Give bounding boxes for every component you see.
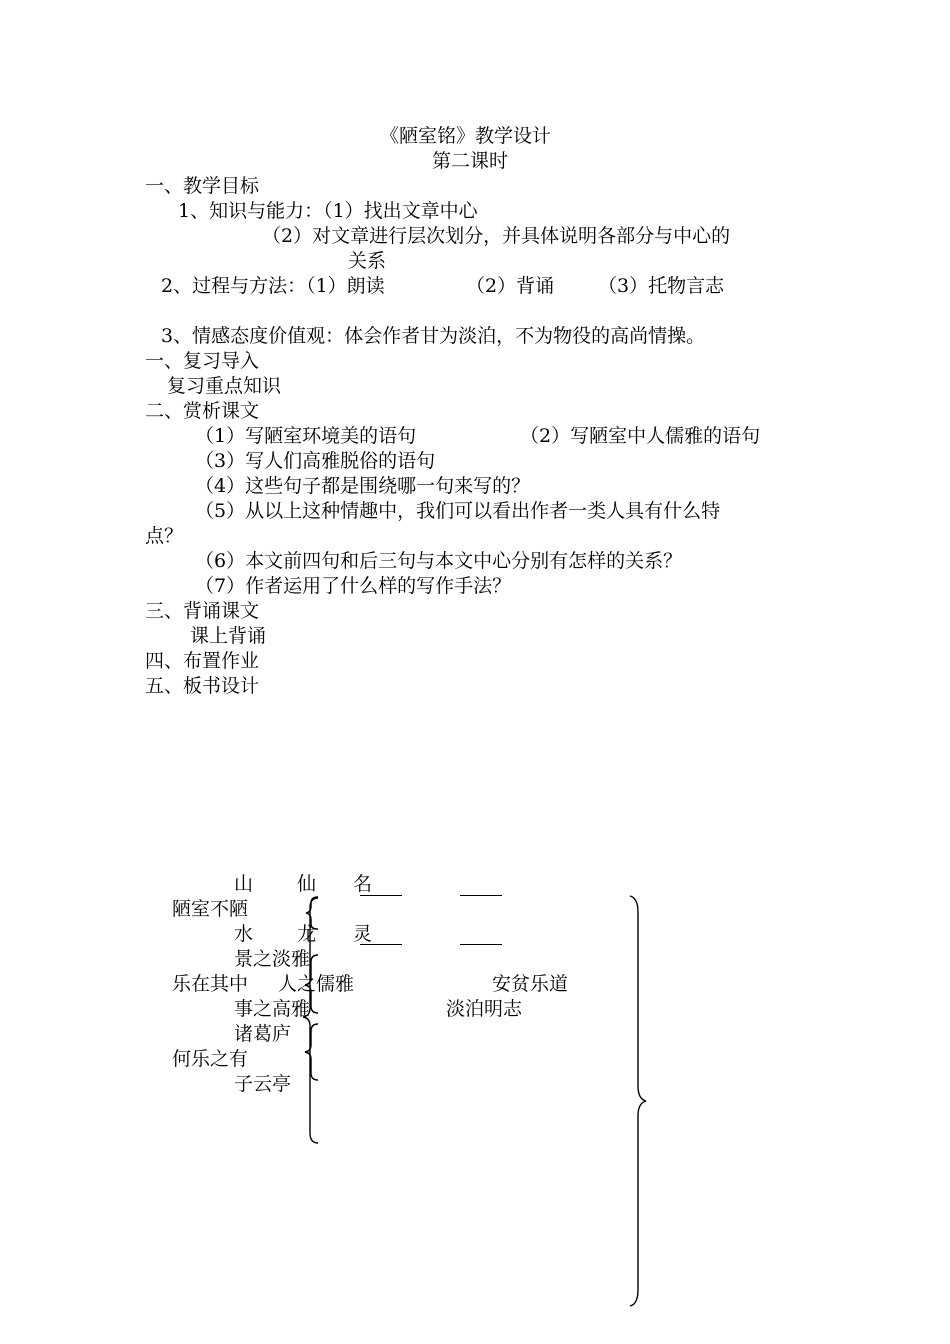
- board-anpin-ledao: 安贫乐道: [492, 973, 569, 995]
- question-1: （1）写陋室环境美的语句: [195, 425, 417, 447]
- heading-recite: 三、背诵课文: [145, 600, 260, 622]
- brace-medium: [305, 955, 318, 1013]
- brace-left-tall: [303, 898, 318, 1143]
- board-he-le-zhi-you: 何乐之有: [172, 1048, 249, 1070]
- objective-knowledge: 1、知识与能力：（1）找出文章中心: [178, 200, 478, 222]
- question-6: （6）本文前四句和后三句与本文中心分别有怎样的关系？: [195, 550, 683, 572]
- board-xian: 仙: [297, 873, 317, 895]
- brace-small-2: [305, 1024, 318, 1080]
- board-loushi-bulou: 陋室不陋: [172, 898, 249, 920]
- heading-objectives: 一、教学目标: [145, 175, 260, 197]
- board-long: 龙: [297, 923, 317, 945]
- objective-knowledge-2: （2）对文章进行层次划分，并具体说明各部分与中心的: [262, 225, 731, 247]
- objective-process: 2、过程与方法：（1）朗读: [161, 275, 385, 297]
- objective-process-method: （3）托物言志: [598, 275, 725, 297]
- board-shan: 山: [234, 873, 254, 895]
- board-danbo-mingzhi: 淡泊明志: [446, 998, 523, 1020]
- heading-appreciate: 二、赏析课文: [145, 400, 260, 422]
- heading-homework: 四、布置作业: [145, 650, 260, 672]
- recite-item: 课上背诵: [190, 625, 267, 647]
- board-shui: 水: [234, 923, 254, 945]
- page-subtitle: 第二课时: [432, 150, 509, 172]
- board-ren-ruya: 人之儒雅: [278, 973, 355, 995]
- brace-right-large: [630, 896, 646, 1306]
- board-zhuge-lu: 诸葛庐: [234, 1023, 292, 1045]
- question-5-cont: 点？: [145, 525, 184, 547]
- objective-attitude: 3、情感态度价值观：体会作者甘为淡泊，不为物役的高尚情操。: [161, 325, 706, 347]
- question-5: （5）从以上这种情趣中，我们可以看出作者一类人具有什么特: [195, 500, 721, 522]
- board-le-zai-qi-zhong: 乐在其中: [172, 973, 249, 995]
- question-3: （3）写人们高雅脱俗的语句: [195, 450, 436, 472]
- board-ling: 灵: [353, 923, 373, 945]
- page-title: 《陋室铭》教学设计: [380, 125, 552, 147]
- board-jing-danya: 景之淡雅: [234, 948, 311, 970]
- question-7: （7）作者运用了什么样的写作手法？: [195, 575, 512, 597]
- heading-review: 一、复习导入: [145, 350, 260, 372]
- board-ming: 名: [353, 873, 373, 895]
- review-item: 复习重点知识: [167, 375, 282, 397]
- objective-knowledge-2-cont: 关系: [348, 250, 387, 272]
- question-2: （2）写陋室中人儒雅的语句: [520, 425, 761, 447]
- board-ziyun-ting: 子云亭: [234, 1073, 292, 1095]
- heading-board: 五、板书设计: [145, 675, 260, 697]
- objective-process-recite: （2）背诵: [466, 275, 555, 297]
- board-shi-gaoya: 事之高雅: [234, 998, 311, 1020]
- question-4: （4）这些句子都是围绕哪一句来写的？: [195, 475, 531, 497]
